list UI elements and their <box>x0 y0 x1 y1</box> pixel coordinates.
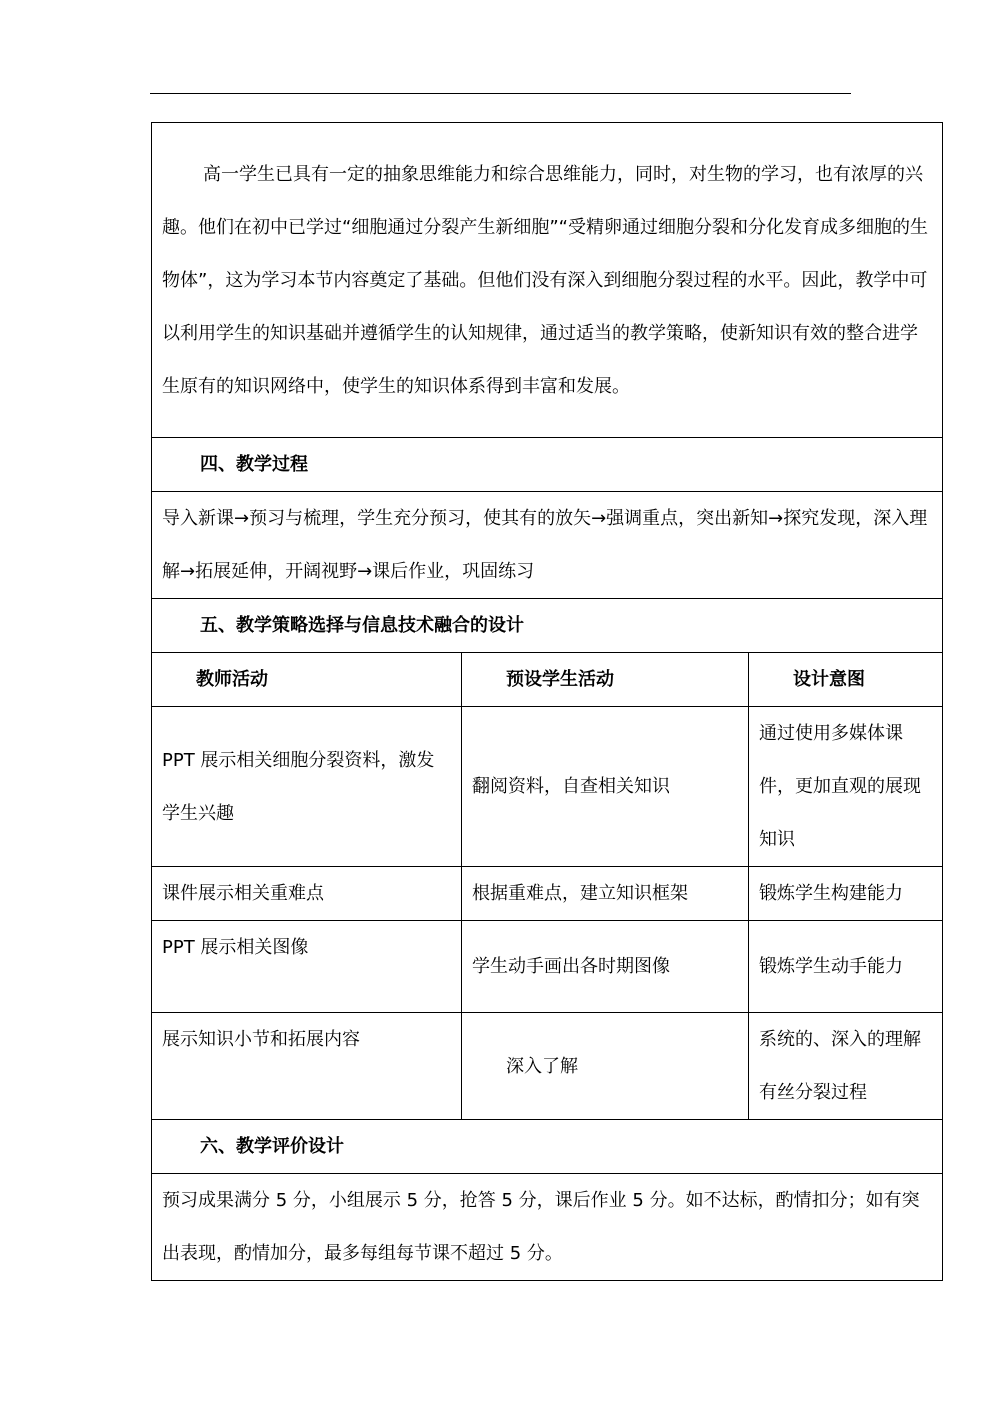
column-header-teacher: 教师活动 <box>152 653 462 707</box>
student-activity-cell: 深入了解 <box>462 1013 749 1120</box>
lesson-plan-table <box>151 122 943 1281</box>
section6-heading-row <box>152 1120 943 1174</box>
table-row <box>152 921 943 1013</box>
intro-paragraph: 高一学生已具有一定的抽象思维能力和综合思维能力，同时，对生物的学习，也有浓厚的兴趣。他们在初中已学过“细胞通过分裂产生新细胞”“受精卵通过细胞分裂和分化发育成多细胞的生物体”，这为学习本节内容奠定了基础。但他们没有深入到细胞分裂过程的水平。因此，教学中可以利用学生的知识基础并遵循学生的认知规律，通过适当的教学策略，使新知识有效的整合进学生原有的知识网络中，使学生的知识体系得到丰富和发展。 <box>152 123 943 438</box>
student-activity-cell: 翻阅资料，自查相关知识 <box>462 707 749 867</box>
column-header-student: 预设学生活动 <box>462 653 749 707</box>
section4-content-row <box>152 492 943 599</box>
section6-heading: 六、教学评价设计 <box>152 1120 943 1174</box>
intro-row <box>152 123 943 438</box>
section6-content-row <box>152 1174 943 1281</box>
teacher-activity-cell: PPT 展示相关图像 <box>152 921 462 1013</box>
section6-content: 预习成果满分 5 分，小组展示 5 分，抢答 5 分，课后作业 5 分。如不达标，酌情扣分；如有突出表现，酌情加分，最多每组每节课不超过 5 分。 <box>152 1174 943 1281</box>
header-rule <box>150 93 851 94</box>
design-intent-cell: 通过使用多媒体课件，更加直观的展现知识 <box>749 707 943 867</box>
design-intent-cell: 锻炼学生构建能力 <box>749 867 943 921</box>
table-header-row <box>152 653 943 707</box>
section5-heading: 五、教学策略选择与信息技术融合的设计 <box>152 599 943 653</box>
student-activity-cell: 根据重难点，建立知识框架 <box>462 867 749 921</box>
column-header-intent: 设计意图 <box>749 653 943 707</box>
teacher-activity-cell: 展示知识小节和拓展内容 <box>152 1013 462 1120</box>
section5-heading-row <box>152 599 943 653</box>
section4-content: 导入新课→预习与梳理，学生充分预习，使其有的放矢→强调重点，突出新知→探究发现，深入理解→拓展延伸，开阔视野→课后作业，巩固练习 <box>152 492 943 599</box>
section4-heading-row <box>152 438 943 492</box>
student-activity-cell: 学生动手画出各时期图像 <box>462 921 749 1013</box>
table-row <box>152 1013 943 1120</box>
teacher-activity-cell: PPT 展示相关细胞分裂资料，激发学生兴趣 <box>152 707 462 867</box>
design-intent-cell: 系统的、深入的理解有丝分裂过程 <box>749 1013 943 1120</box>
teacher-activity-cell: 课件展示相关重难点 <box>152 867 462 921</box>
table-row <box>152 707 943 867</box>
table-row <box>152 867 943 921</box>
design-intent-cell: 锻炼学生动手能力 <box>749 921 943 1013</box>
section4-heading: 四、教学过程 <box>152 438 943 492</box>
